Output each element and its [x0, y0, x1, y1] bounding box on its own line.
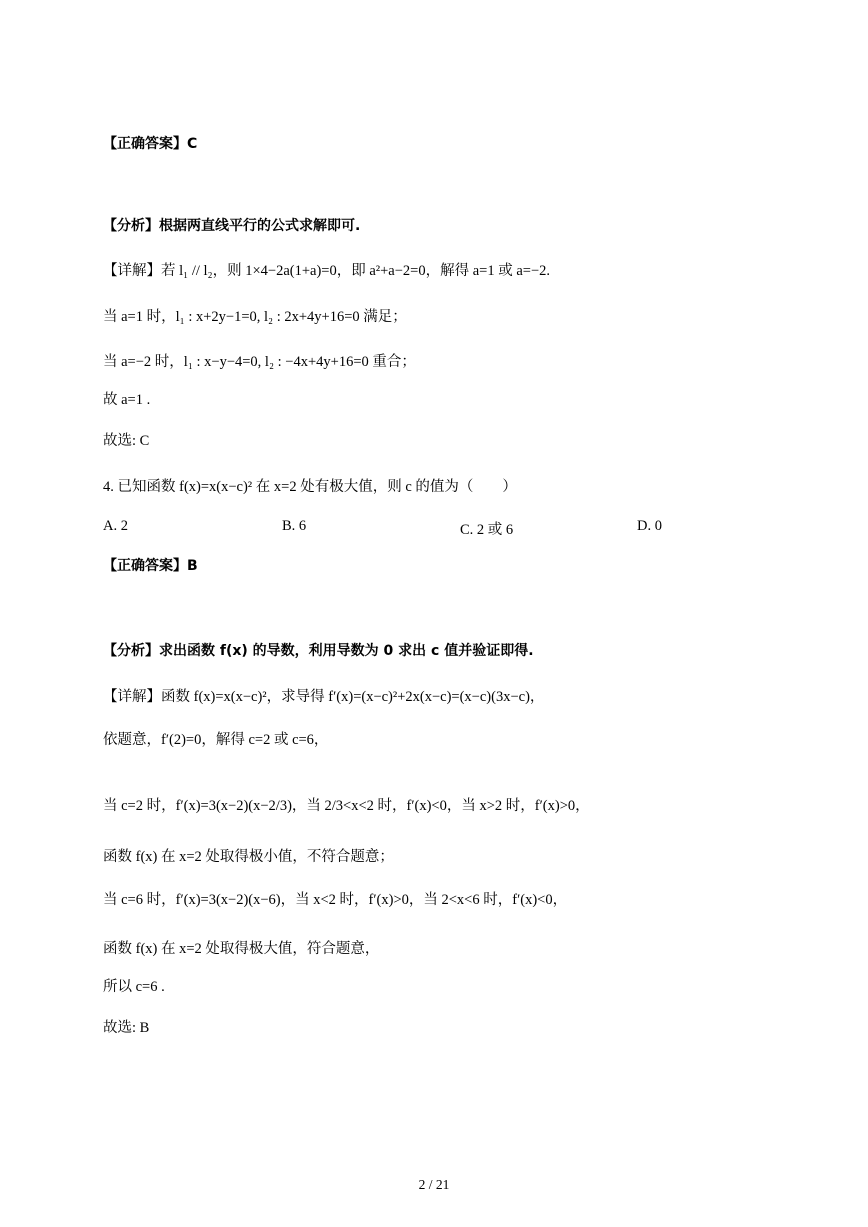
choice-a: A. 2: [103, 518, 128, 534]
detail-2-case-c6: 当 c=6 时，f′(x)=3(x−2)(x−6)，当 x<2 时，f′(x)>0，当 2<x<6 时，f′(x)<0，: [103, 892, 568, 908]
detail-2-case-c6-result: 函数 f(x) 在 x=2 处取得极大值，符合题意，: [103, 941, 380, 957]
choice-d: D. 0: [637, 518, 662, 534]
detail-1-conclusion: 故 a=1 .: [103, 392, 151, 408]
detail-1-case-a1: 当 a=1 时，l₁ : x+2y−1=0, l₂ : 2x+4y+16=0 满足；: [103, 309, 407, 325]
detail-2-case-c2-result: 函数 f(x) 在 x=2 处取得极小值，不符合题意；: [103, 849, 394, 865]
question-4: 4. 已知函数 f(x)=x(x−c)² 在 x=2 处有极大值，则 c 的值为（ ）: [103, 479, 517, 495]
page-number: 2 / 21: [418, 1177, 450, 1192]
analysis-1: 【分析】根据两直线平行的公式求解即可.: [103, 218, 361, 234]
choice-b: B. 6: [282, 518, 307, 534]
answer-1: 【正确答案】C: [103, 136, 198, 152]
detail-2-conclusion: 所以 c=6 .: [103, 979, 165, 995]
detail-2-condition: 依题意，f′(2)=0，解得 c=2 或 c=6，: [103, 732, 329, 748]
detail-2-case-c2: 当 c=2 时，f′(x)=3(x−2)(x−2/3)，当 2/3<x<2 时，f′(x)<0，当 x>2 时，f′(x)>0，: [103, 798, 590, 814]
choose-2: 故选: B: [103, 1020, 150, 1036]
choose-1: 故选: C: [103, 433, 150, 449]
detail-1-case-a-2: 当 a=−2 时，l₁ : x−y−4=0, l₂ : −4x+4y+16=0 重合；: [103, 354, 416, 370]
detail-2: 【详解】函数 f(x)=x(x−c)²，求导得 f′(x)=(x−c)²+2x(x−c)=(x−c)(3x−c)，: [103, 689, 545, 705]
analysis-2: 【分析】求出函数 f(x) 的导数，利用导数为 0 求出 c 值并验证即得.: [103, 643, 534, 659]
detail-1: 【详解】若 l₁ // l₂，则 1×4−2a(1+a)=0，即 a²+a−2=0，解得 a=1 或 a=−2.: [103, 263, 550, 279]
answer-2: 【正确答案】B: [103, 558, 198, 574]
choice-c: C. 2 或 6: [460, 522, 514, 538]
